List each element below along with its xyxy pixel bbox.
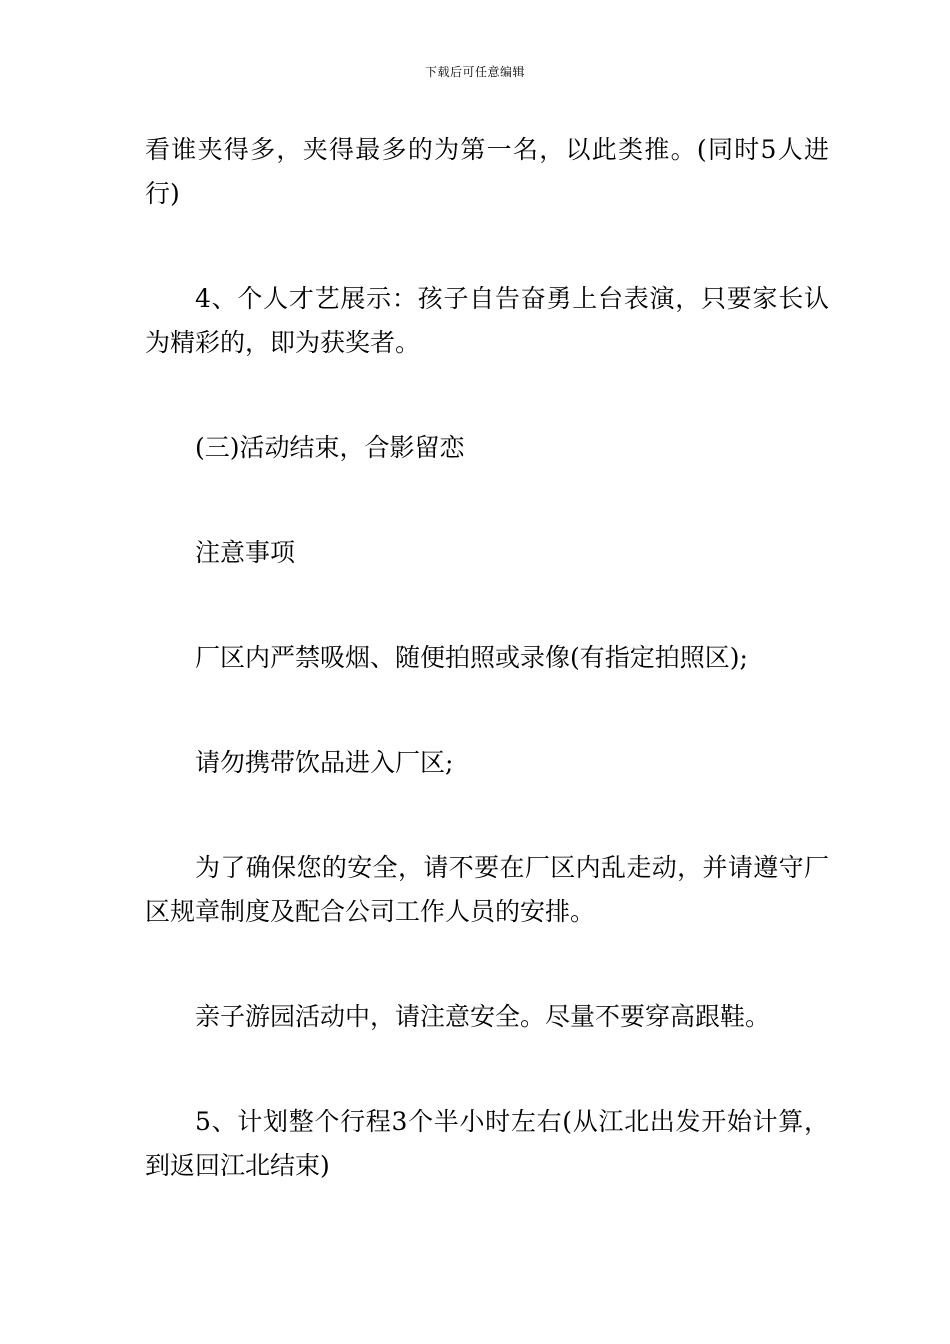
paragraph-5: 厂区内严禁吸烟、随便拍照或录像(有指定拍照区); xyxy=(195,643,748,672)
paragraph-4: 注意事项 xyxy=(195,538,296,567)
paragraph-1: 看谁夹得多，夹得最多的为第一名，以此类推。(同时5人进行) xyxy=(145,135,829,208)
paragraph-9: 5、计划整个行程3个半小时左右(从江北出发开始计算，到返回江北结束) xyxy=(145,1107,829,1180)
document-body xyxy=(145,128,829,1249)
page-header: 下载后可任意编辑 xyxy=(424,65,525,79)
paragraph-6: 请勿携带饮品进入厂区; xyxy=(195,748,454,777)
paragraph-3: (三)活动结束，合影留恋 xyxy=(195,433,465,462)
paragraph-8: 亲子游园活动中，请注意安全。尽量不要穿高跟鞋。 xyxy=(195,1002,771,1031)
paragraph-7: 为了确保您的安全，请不要在厂区内乱走动，并请遵守厂区规章制度及配合公司工作人员的安排。 xyxy=(145,853,829,926)
paragraph-2: 4、个人才艺展示：孩子自告奋勇上台表演，只要家长认为精彩的，即为获奖者。 xyxy=(145,284,829,357)
